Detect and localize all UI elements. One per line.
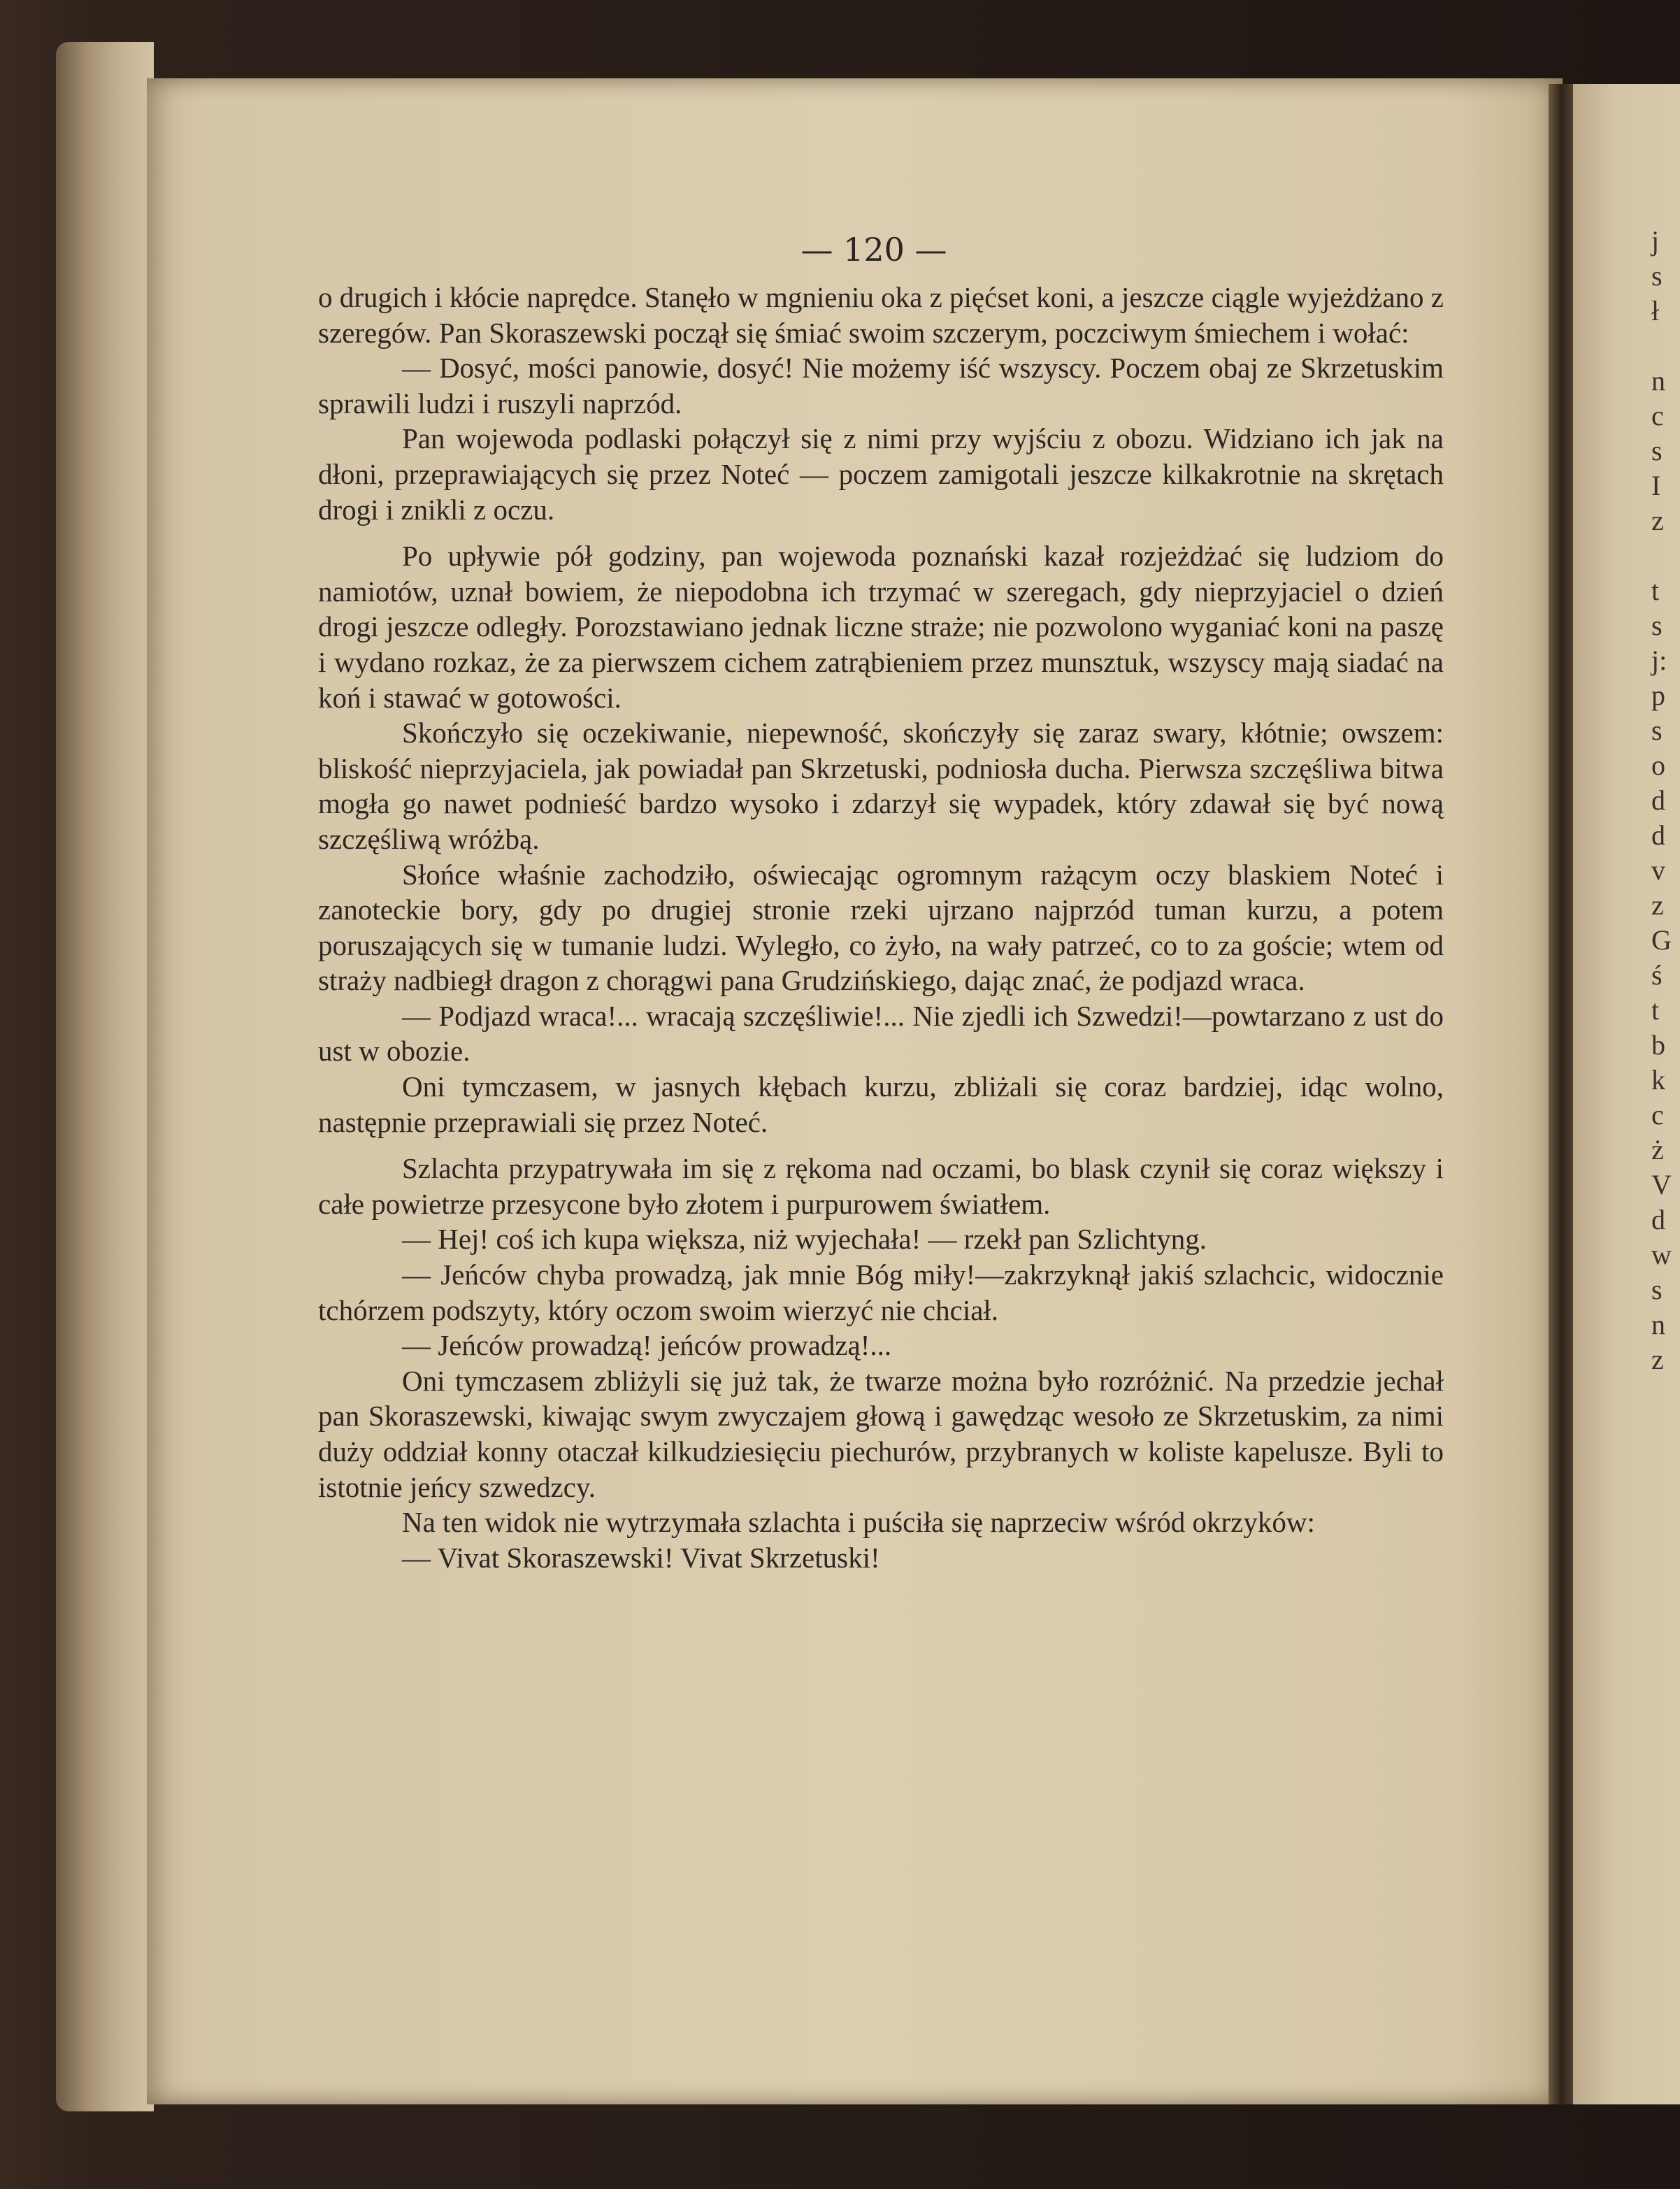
right-page-fragment: z — [1651, 505, 1664, 536]
right-page-fragment: w — [1651, 1239, 1672, 1270]
paragraph-12: — Jeńców prowadzą! jeńców prowadzą!... — [402, 1329, 892, 1362]
paragraph-7: — Podjazd wraca!... wracają szczęśliwie!... Nie zjedli ich Szwedzi!—powtarzano z ust do ust w obozie. — [318, 999, 1444, 1068]
paragraph-14: Na ten widok nie wytrzymała szlachta i puściła się naprzeciw wśród okrzyków: — [402, 1506, 1315, 1539]
right-page-fragment: j — [1651, 225, 1660, 257]
right-page-fragment: V — [1651, 1169, 1672, 1200]
right-page-fragment: c — [1651, 1099, 1664, 1131]
paragraph-4: Po upływie pół godziny, pan wojewoda poznański kazał rozjeżdżać się ludziom do namiotów, uznał bowiem, że niepodobna ich trzymać w szeregach, gdy nieprzyjaciel o dzień drogi jeszcze odległy. Porozstawiano jednak liczne straże; nie pozwolono wyganiać koni na paszę i wydano rozkaz, że za pierwszem cichem zatrąbieniem przez munsztuk, wszyscy mają siadać na koń i stawać w gotowości. — [318, 540, 1444, 714]
right-page-fragment: p — [1651, 680, 1665, 711]
right-page-fragment — [1651, 329, 1680, 364]
right-page-fragment: z — [1651, 1344, 1664, 1375]
right-page-fragment: ś — [1651, 959, 1663, 991]
right-page-fragment: s — [1651, 435, 1663, 466]
paragraph-8: Oni tymczasem, w jasnych kłębach kurzu, zbliżali się coraz bardziej, idąc wolno, następnie przeprawiali się przez Noteć. — [318, 1070, 1444, 1138]
book-gutter — [1549, 84, 1577, 2104]
right-page-fragment: j: — [1651, 645, 1667, 676]
paragraph-15: — Vivat Skoraszewski! Vivat Skrzetuski! — [402, 1541, 880, 1574]
right-page-fragment: o — [1651, 749, 1665, 781]
right-page-fragment: c — [1651, 400, 1664, 431]
right-page-fragment: n — [1651, 365, 1665, 396]
right-page-fragment: s — [1651, 715, 1663, 746]
page-text — [318, 280, 1444, 1575]
right-page-fragment: ż — [1651, 1134, 1664, 1165]
right-page-text-fragments — [1651, 224, 1680, 1377]
right-page-fragment: n — [1651, 1309, 1665, 1340]
paragraph-13: Oni tymczasem zbliżyli się już tak, że twarze można było rozróżnić. Na przedzie jechał pan Skoraszewski, kiwając swym zwyczajem głową i gawędząc wesoło ze Skrzetuskim, za nimi duży oddział konny otaczał kilkudziesięciu piechurów, przybranych w koliste kapelusze. Byli to istotnie jeńcy szwedzcy. — [318, 1364, 1444, 1503]
paragraph-11: — Jeńców chyba prowadzą, jak mnie Bóg miły!—zakrzyknął jakiś szlachcic, widocznie tchórzem podszyty, który oczom swoim wierzyć nie chciał. — [318, 1258, 1444, 1326]
right-page-fragment: b — [1651, 1029, 1665, 1061]
paragraph-10: — Hej! coś ich kupa większa, niż wyjechała! — rzekł pan Szlichtyng. — [402, 1223, 1207, 1256]
right-page-fragment: t — [1651, 575, 1660, 606]
paragraph-3: Pan wojewoda podlaski połączył się z nimi przy wyjściu z obozu. Widziano ich jak na dłoni, przeprawiających się przez Noteć — poczem zamigotali jeszcze kilkakrotnie na skrętach drogi i znikli z oczu. — [318, 422, 1444, 526]
right-page-fragment: I — [1651, 470, 1661, 501]
right-page-fragment — [1651, 538, 1680, 573]
paragraph-5: Skończyło się oczekiwanie, niepewność, skończyły się zaraz swary, kłótnie; owszem: bliskość nieprzyjaciela, jak powiadał pan Skrzetuski, podniosła ducha. Pierwsza szczęśliwa bitwa mogła go nawet podnieść bardzo wysoko i zdarzył się wypadek, który zdawał się być nową szczęśliwą wróżbą. — [318, 717, 1444, 855]
right-page-fragment: s — [1651, 1274, 1663, 1305]
right-page-fragment: v — [1651, 854, 1665, 886]
right-page-fragment: d — [1651, 819, 1665, 851]
right-page-fragment: z — [1651, 889, 1664, 921]
right-page-fragment: k — [1651, 1064, 1665, 1096]
right-page-fragment: s — [1651, 610, 1663, 641]
right-page-fragment: t — [1651, 994, 1660, 1026]
right-page-fragment: G — [1651, 924, 1672, 956]
page-number: — 120 — — [800, 231, 947, 268]
paragraph-6: Słońce właśnie zachodziło, oświecając ogromnym rażącym oczy blaskiem Noteć i zanoteckie bory, gdy po drugiej stronie rzeki ujrzano najprzód tuman kurzu, a potem poruszających się w tumanie ludzi. Wyległo, co żyło, na wały patrzeć, co to za goście; wtem od straży nadbiegł dragon z chorągwi pana Grudzińskiego, dając znać, że podjazd wraca. — [318, 858, 1444, 997]
paragraph-1: o drugich i kłócie naprędce. Stanęło w mgnieniu oka z pięćset koni, a jeszcze ciągle wyjeżdżano z szeregów. Pan Skoraszewski począł się śmiać swoim szczerym, poczciwym śmiechem i wołać: — [318, 281, 1444, 349]
right-page-fragment: d — [1651, 784, 1665, 816]
right-page-fragment: d — [1651, 1204, 1665, 1235]
paragraph-9: Szlachta przypatrywała im się z rękoma nad oczami, bo blask czynił się coraz większy i całe powietrze przesycone było złotem i purpurowem światłem. — [318, 1152, 1444, 1220]
paragraph-2: — Dosyć, mości panowie, dosyć! Nie możemy iść wszyscy. Poczem obaj ze Skrzetuskim sprawili ludzi i ruszyli naprzód. — [318, 352, 1444, 419]
right-page-fragment: s — [1651, 260, 1663, 292]
book-spine-edge — [56, 42, 154, 2111]
right-page-fragment: ł — [1651, 295, 1660, 326]
